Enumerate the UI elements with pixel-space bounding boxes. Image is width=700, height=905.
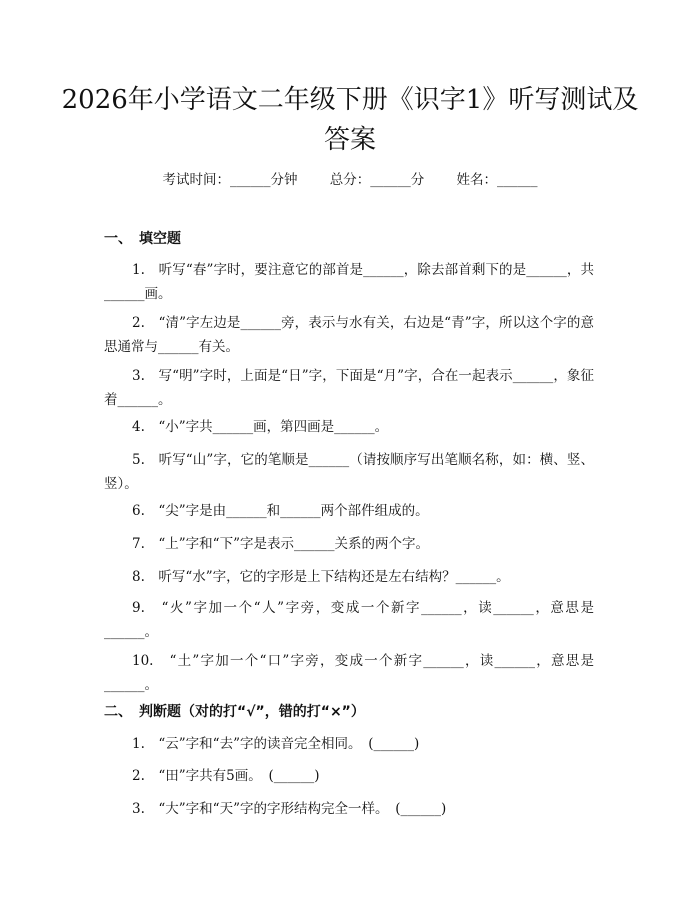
question-item: 8. 听写“水”字，它的字形是上下结构还是左右结构？______。 <box>132 569 510 585</box>
question-item: 1. 听写“春”字时，要注意它的部首是______，除去部首剩下的是______，共______画。 <box>104 262 594 302</box>
question-item: 5. 听写“山”字，它的笔顺是______（请按顺序写出笔顺名称，如：横、竖、竖）。 <box>104 452 594 492</box>
question-item: 3. “大”字和“天”字的字形结构完全一样。 (______) <box>132 801 447 817</box>
document-title: 2026年小学语文二年级下册《识字1》听写测试及答案 <box>61 85 639 155</box>
question-item: 3. 写“明”字时，上面是“日”字，下面是“月”字，合在一起表示______，象征着______。 <box>104 368 594 408</box>
total-score-field: 总分：______分 <box>329 172 425 188</box>
question-item: 7. “上”字和“下”字是表示______关系的两个字。 <box>132 536 429 552</box>
question-item: 6. “尖”字是由______和______两个部件组成的。 <box>132 503 429 519</box>
section-heading-fill-blank: 一、 填空题 <box>104 231 181 247</box>
question-item: 2. “清”字左边是______旁，表示与水有关，右边是“青”字，所以这个字的意思通常与______有关。 <box>104 315 594 355</box>
exam-info <box>0 170 700 190</box>
question-item: 1. “云”字和“去”字的读音完全相同。 (______) <box>132 736 420 752</box>
student-name-field: 姓名：______ <box>456 172 538 188</box>
section-heading-true-false: 二、 判断题（对的打“√”，错的打“×”） <box>104 704 365 720</box>
exam-time-field: 考试时间：______分钟 <box>162 172 298 188</box>
question-item: 10. “土”字加一个“口”字旁，变成一个新字______，读______，意思是______。 <box>104 653 594 693</box>
question-item: 9. “火”字加一个“人”字旁，变成一个新字______，读______，意思是______。 <box>104 600 594 640</box>
question-item: 2. “田”字共有5画。 (______) <box>132 768 320 784</box>
question-item: 4. “小”字共______画，第四画是______。 <box>132 419 389 435</box>
